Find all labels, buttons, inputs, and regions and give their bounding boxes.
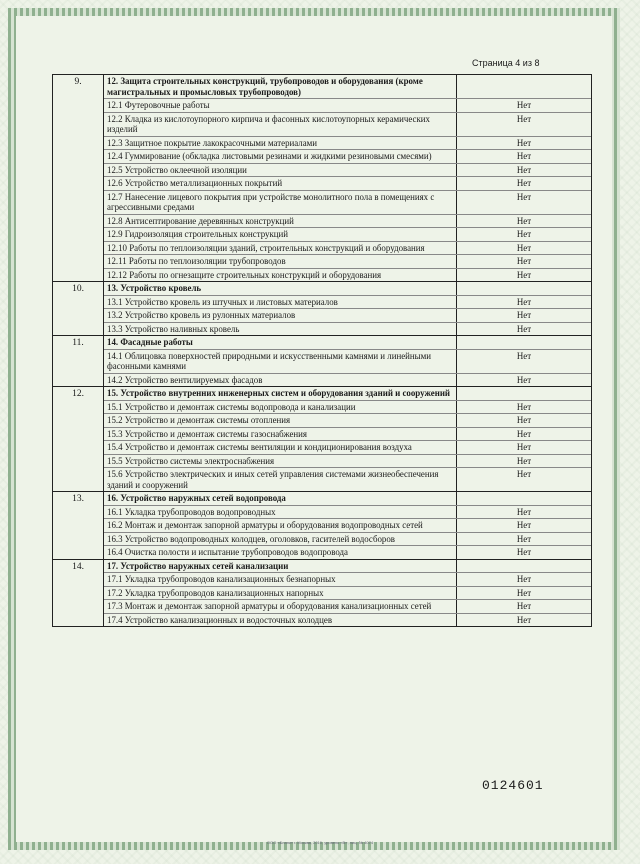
table-row xyxy=(104,295,591,309)
work-type-label: 15.1 Устройство и демонтаж системы водопровода и канализации xyxy=(104,400,457,414)
work-type-value: Нет xyxy=(457,150,592,164)
work-type-label: 12.7 Нанесение лицевого покрытия при устройстве монолитного пола в помещениях с агрессивными средами xyxy=(104,190,457,214)
work-type-label: 12.11 Работы по теплоизоляции трубопроводов xyxy=(104,255,457,269)
table-row xyxy=(104,309,591,323)
work-type-label: 12.9 Гидроизоляция строительных конструкций xyxy=(104,228,457,242)
work-type-label: 16.3 Устройство водопроводных колодцев, оголовков, гасителей водосборов xyxy=(104,532,457,546)
work-type-label: 17.4 Устройство канализационных и водосточных колодцев xyxy=(104,613,457,626)
work-type-label: 12.1 Футеровочные работы xyxy=(104,99,457,113)
work-type-label: 12.3 Защитное покрытие лакокрасочными материалами xyxy=(104,136,457,150)
work-type-label: 16.4 Очистка полости и испытание трубопроводов водопровода xyxy=(104,546,457,559)
work-type-value: Нет xyxy=(457,454,592,468)
section-number: 10. xyxy=(53,282,104,336)
work-type-value: Нет xyxy=(457,349,592,373)
work-type-label: 15.6 Устройство электрических и иных сетей управления системами жизнеобеспечения зданий и сооружений xyxy=(104,468,457,492)
table-row xyxy=(104,241,591,255)
section-title: 12. Защита строительных конструкций, трубопроводов и оборудования (кроме магистральных и промысловых трубопроводов) xyxy=(104,75,457,99)
work-type-label: 14.2 Устройство вентилируемых фасадов xyxy=(104,373,457,386)
table-section xyxy=(53,282,592,336)
work-type-label: 13.2 Устройство кровель из рулонных материалов xyxy=(104,309,457,323)
table-row xyxy=(104,150,591,164)
work-type-label: 12.8 Антисептирование деревянных конструкций xyxy=(104,214,457,228)
table-row xyxy=(104,228,591,242)
section-title: 13. Устройство кровель xyxy=(104,282,457,295)
work-type-label: 15.2 Устройство и демонтаж системы отопления xyxy=(104,414,457,428)
work-type-label: 12.6 Устройство металлизационных покрытий xyxy=(104,177,457,191)
printer-imprint: ООО «Бланк» г. Москва, 2010, уровень «В», лиц. № 4074 xyxy=(266,840,374,845)
section-title: 14. Фасадные работы xyxy=(104,336,457,349)
work-type-label: 17.1 Укладка трубопроводов канализационных безнапорных xyxy=(104,573,457,587)
table-section xyxy=(53,559,592,627)
table-row xyxy=(104,99,591,113)
table-row xyxy=(104,400,591,414)
work-type-value: Нет xyxy=(516,269,532,280)
table-row xyxy=(104,349,591,373)
work-type-label: 16.2 Монтаж и демонтаж запорной арматуры и оборудования водопроводных сетей xyxy=(104,519,457,533)
work-type-value: Нет xyxy=(457,573,592,587)
table-row xyxy=(104,427,591,441)
table-row xyxy=(104,546,591,559)
work-type-value: Нет xyxy=(457,228,592,242)
work-type-label: 12.5 Устройство оклеечной изоляции xyxy=(104,163,457,177)
page-number: Страница 4 из 8 xyxy=(472,58,540,68)
work-type-label: 15.4 Устройство и демонтаж системы вентиляции и кондиционирования воздуха xyxy=(104,441,457,455)
table-row xyxy=(104,573,591,587)
table-section xyxy=(53,387,592,492)
section-number: 11. xyxy=(53,336,104,387)
work-type-label: 15.3 Устройство и демонтаж системы газоснабжения xyxy=(104,427,457,441)
work-type-label: 12.4 Гуммирование (обкладка листовыми резинами и жидкими резиновыми смесями) xyxy=(104,150,457,164)
section-title-value xyxy=(457,387,592,400)
work-type-value: Нет xyxy=(516,614,532,625)
table-row xyxy=(104,613,591,626)
work-type-value: Нет xyxy=(457,600,592,614)
table-section xyxy=(53,336,592,387)
table-row xyxy=(104,519,591,533)
work-type-value: Нет xyxy=(457,214,592,228)
section-title-value xyxy=(457,492,592,505)
table-row xyxy=(104,214,591,228)
table-row xyxy=(104,136,591,150)
work-type-value: Нет xyxy=(457,112,592,136)
table-row xyxy=(104,454,591,468)
work-type-value: Нет xyxy=(457,177,592,191)
table-row xyxy=(104,532,591,546)
section-number: 13. xyxy=(53,492,104,560)
work-type-value: Нет xyxy=(457,190,592,214)
work-type-value: Нет xyxy=(457,586,592,600)
section-title-value xyxy=(457,560,592,573)
table-section xyxy=(53,75,592,282)
table-row xyxy=(104,505,591,519)
table-row xyxy=(104,177,591,191)
work-type-value: Нет xyxy=(457,441,592,455)
work-type-value: Нет xyxy=(457,309,592,323)
work-type-label: 13.3 Устройство наливных кровель xyxy=(104,322,457,335)
work-types-table xyxy=(52,74,592,627)
table-row xyxy=(104,414,591,428)
section-title-value xyxy=(457,282,592,295)
section-number: 9. xyxy=(53,75,104,282)
work-type-label: 15.5 Устройство системы электроснабжения xyxy=(104,454,457,468)
work-type-value: Нет xyxy=(516,374,532,385)
table-row xyxy=(104,268,591,281)
work-type-value: Нет xyxy=(457,519,592,533)
table-row xyxy=(104,163,591,177)
work-type-label: 16.1 Укладка трубопроводов водопроводных xyxy=(104,505,457,519)
section-title-value xyxy=(457,336,592,349)
work-type-label: 17.2 Укладка трубопроводов канализационных напорных xyxy=(104,586,457,600)
work-type-value: Нет xyxy=(457,295,592,309)
section-number: 14. xyxy=(53,559,104,627)
work-type-value: Нет xyxy=(457,400,592,414)
work-type-value: Нет xyxy=(516,469,532,479)
table-row xyxy=(104,441,591,455)
work-type-label: 13.1 Устройство кровель из штучных и листовых материалов xyxy=(104,295,457,309)
table-row xyxy=(104,373,591,386)
section-title-value xyxy=(457,75,592,99)
work-type-value: Нет xyxy=(457,532,592,546)
serial-number: 0124601 xyxy=(482,778,544,793)
work-type-value: Нет xyxy=(457,414,592,428)
work-type-value: Нет xyxy=(457,99,592,113)
work-type-value: Нет xyxy=(457,136,592,150)
table-row xyxy=(104,255,591,269)
work-type-value: Нет xyxy=(457,241,592,255)
work-type-label: 14.1 Облицовка поверхностей природными и искусственными камнями и линейными фасонными камнями xyxy=(104,349,457,373)
table-row xyxy=(104,586,591,600)
work-type-value: Нет xyxy=(457,427,592,441)
work-type-label: 12.12 Работы по огнезащите строительных конструкций и оборудования xyxy=(104,268,457,281)
work-type-label: 12.2 Кладка из кислотоупорного кирпича и фасонных кислотоупорных керамических изделий xyxy=(104,112,457,136)
table-row xyxy=(104,600,591,614)
work-type-value: Нет xyxy=(516,547,532,557)
work-type-label: 17.3 Монтаж и демонтаж запорной арматуры и оборудования канализационных сетей xyxy=(104,600,457,614)
table-row xyxy=(104,190,591,214)
work-type-value: Нет xyxy=(516,323,532,334)
work-type-value: Нет xyxy=(457,505,592,519)
work-type-label: 12.10 Работы по теплоизоляции зданий, строительных конструкций и оборудования xyxy=(104,241,457,255)
work-type-value: Нет xyxy=(457,255,592,269)
section-title: 16. Устройство наружных сетей водопровода xyxy=(104,492,457,505)
work-type-value: Нет xyxy=(457,163,592,177)
section-title: 15. Устройство внутренних инженерных систем и оборудования зданий и сооружений xyxy=(104,387,457,400)
table-row xyxy=(104,112,591,136)
table-section xyxy=(53,492,592,560)
table-row xyxy=(104,322,591,335)
section-number: 12. xyxy=(53,387,104,492)
table-row xyxy=(104,468,591,492)
section-title: 17. Устройство наружных сетей канализации xyxy=(104,560,457,573)
